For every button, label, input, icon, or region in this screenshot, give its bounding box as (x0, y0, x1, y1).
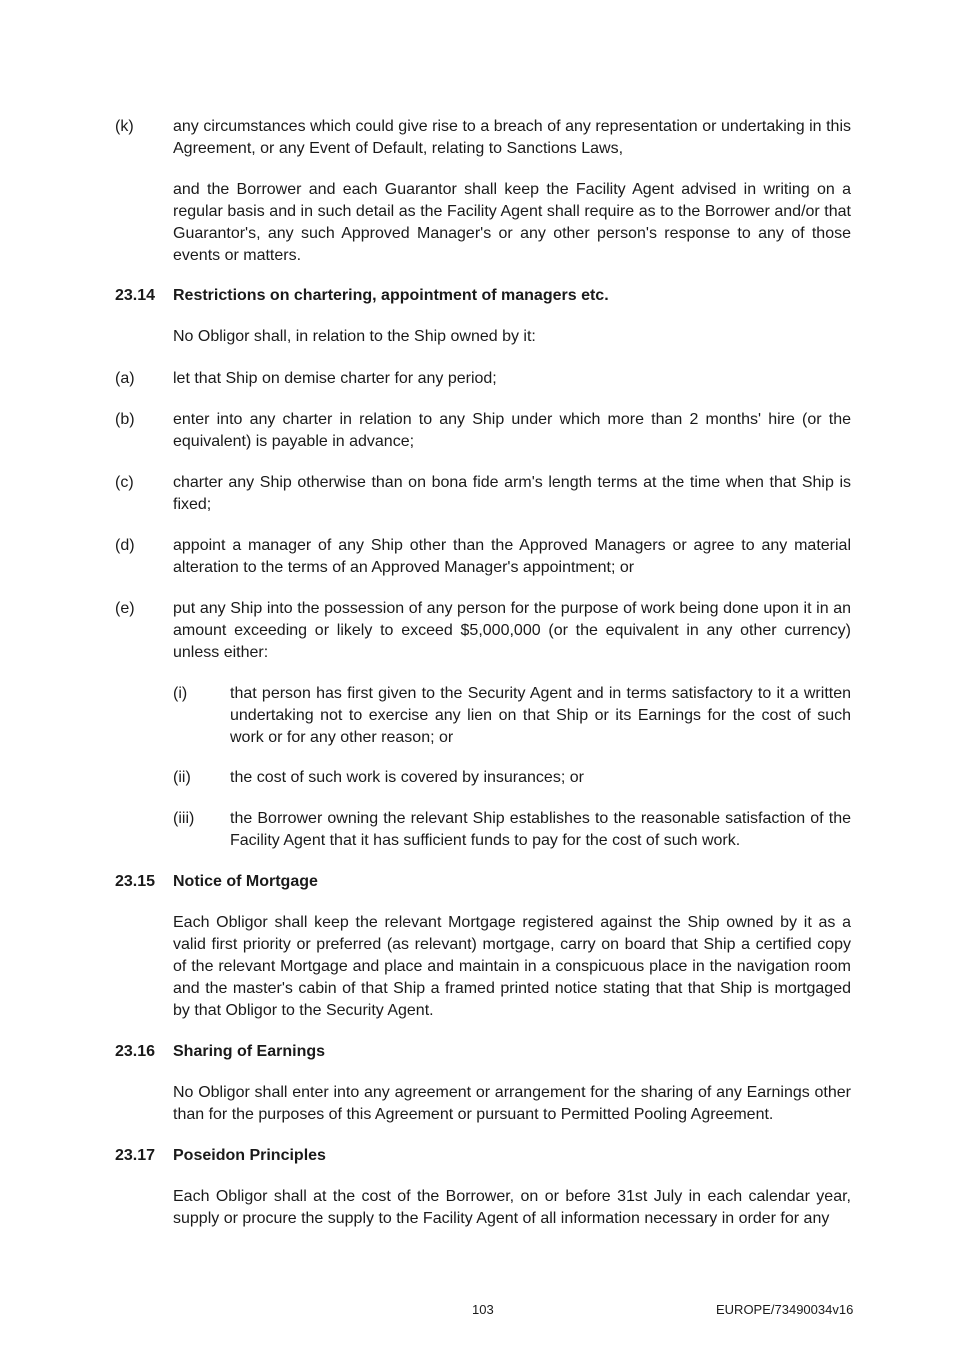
section-number-23-17: 23.17 (115, 1147, 156, 1164)
item-label-c: (c) (115, 474, 134, 491)
section-23-16-text: No Obligor shall enter into any agreement or arrangement for the sharing of any Earnings other than for the purposes of this Agreement or pursuant to Permitted Pooling Agreement. (173, 1084, 851, 1123)
section-number-23-14: 23.14 (115, 287, 156, 304)
section-23-14-intro: No Obligor shall, in relation to the Ship owned by it: (173, 328, 536, 345)
subitem-text-iii: the Borrower owning the relevant Ship establishes to the reasonable satisfaction of the Facility Agent that it has sufficient funds to pay for the cost of such work. (230, 810, 851, 849)
item-text-a: let that Ship on demise charter for any period; (173, 370, 497, 387)
page-number: 103 (472, 1302, 494, 1317)
subitem-text-ii: the cost of such work is covered by insurances; or (230, 769, 584, 786)
section-23-15-text: Each Obligor shall keep the relevant Mortgage registered against the Ship owned by it as a valid first priority or preferred (as relevant) mortgage, carry on board that Ship a certified copy of the relevant Mortgage and place and maintain in a conspicuous place in the navigation room and the master's cabin of that Ship a framed printed notice stating that that Ship is mortgaged by that Obligor to the Security Agent. (173, 914, 851, 1019)
item-text-b: enter into any charter in relation to any Ship under which more than 2 months' hire (or the equivalent) is payable in advance; (173, 411, 851, 450)
subitem-label-i: (i) (173, 685, 188, 702)
section-title-23-16: Sharing of Earnings (173, 1043, 326, 1060)
item-label-a: (a) (115, 370, 135, 387)
item-text-d: appoint a manager of any Ship other than the Approved Managers or agree to any material alteration to the terms of an Approved Manager's appointment; or (173, 537, 851, 576)
clause-k-follow-paragraph: and the Borrower and each Guarantor shall keep the Facility Agent advised in writing on a regular basis and in such detail as the Facility Agent shall require as to the Borrower and/or that Guarantor's, any such Approved Manager's or any other person's response to any of those events or matters. (173, 181, 851, 264)
section-number-23-16: 23.16 (115, 1043, 156, 1060)
item-text-c: charter any Ship otherwise than on bona fide arm's length terms at the time when that Ship is fixed; (173, 474, 851, 513)
item-text-e: put any Ship into the possession of any person for the purpose of work being done upon it in an amount exceeding or likely to exceed $5,000,000 (or the equivalent in any other currency) unless either: (173, 600, 851, 661)
subitem-label-iii: (iii) (173, 810, 195, 827)
item-label-d: (d) (115, 537, 135, 554)
section-title-23-15: Notice of Mortgage (173, 873, 318, 890)
section-number-23-15: 23.15 (115, 873, 156, 890)
subitem-label-ii: (ii) (173, 769, 191, 786)
document-reference: EUROPE/73490034v16 (716, 1302, 854, 1317)
section-23-17-text: Each Obligor shall at the cost of the Borrower, on or before 31st July in each calendar year, supply or procure the supply to the Facility Agent of all information necessary in order for any (173, 1188, 851, 1227)
section-title-23-17: Poseidon Principles (173, 1147, 326, 1164)
clause-text-k: any circumstances which could give rise to a breach of any representation or undertaking in this Agreement, or any Event of Default, relating to Sanctions Laws, (173, 118, 851, 157)
section-title-23-14: Restrictions on chartering, appointment of managers etc. (173, 287, 609, 304)
item-label-e: (e) (115, 600, 135, 617)
subitem-text-i: that person has first given to the Security Agent and in terms satisfactory to it a written undertaking not to exercise any lien on that Ship or its Earnings for the cost of such work or for any other reason; or (230, 685, 851, 746)
item-label-b: (b) (115, 411, 135, 428)
clause-label-k: (k) (115, 118, 134, 135)
